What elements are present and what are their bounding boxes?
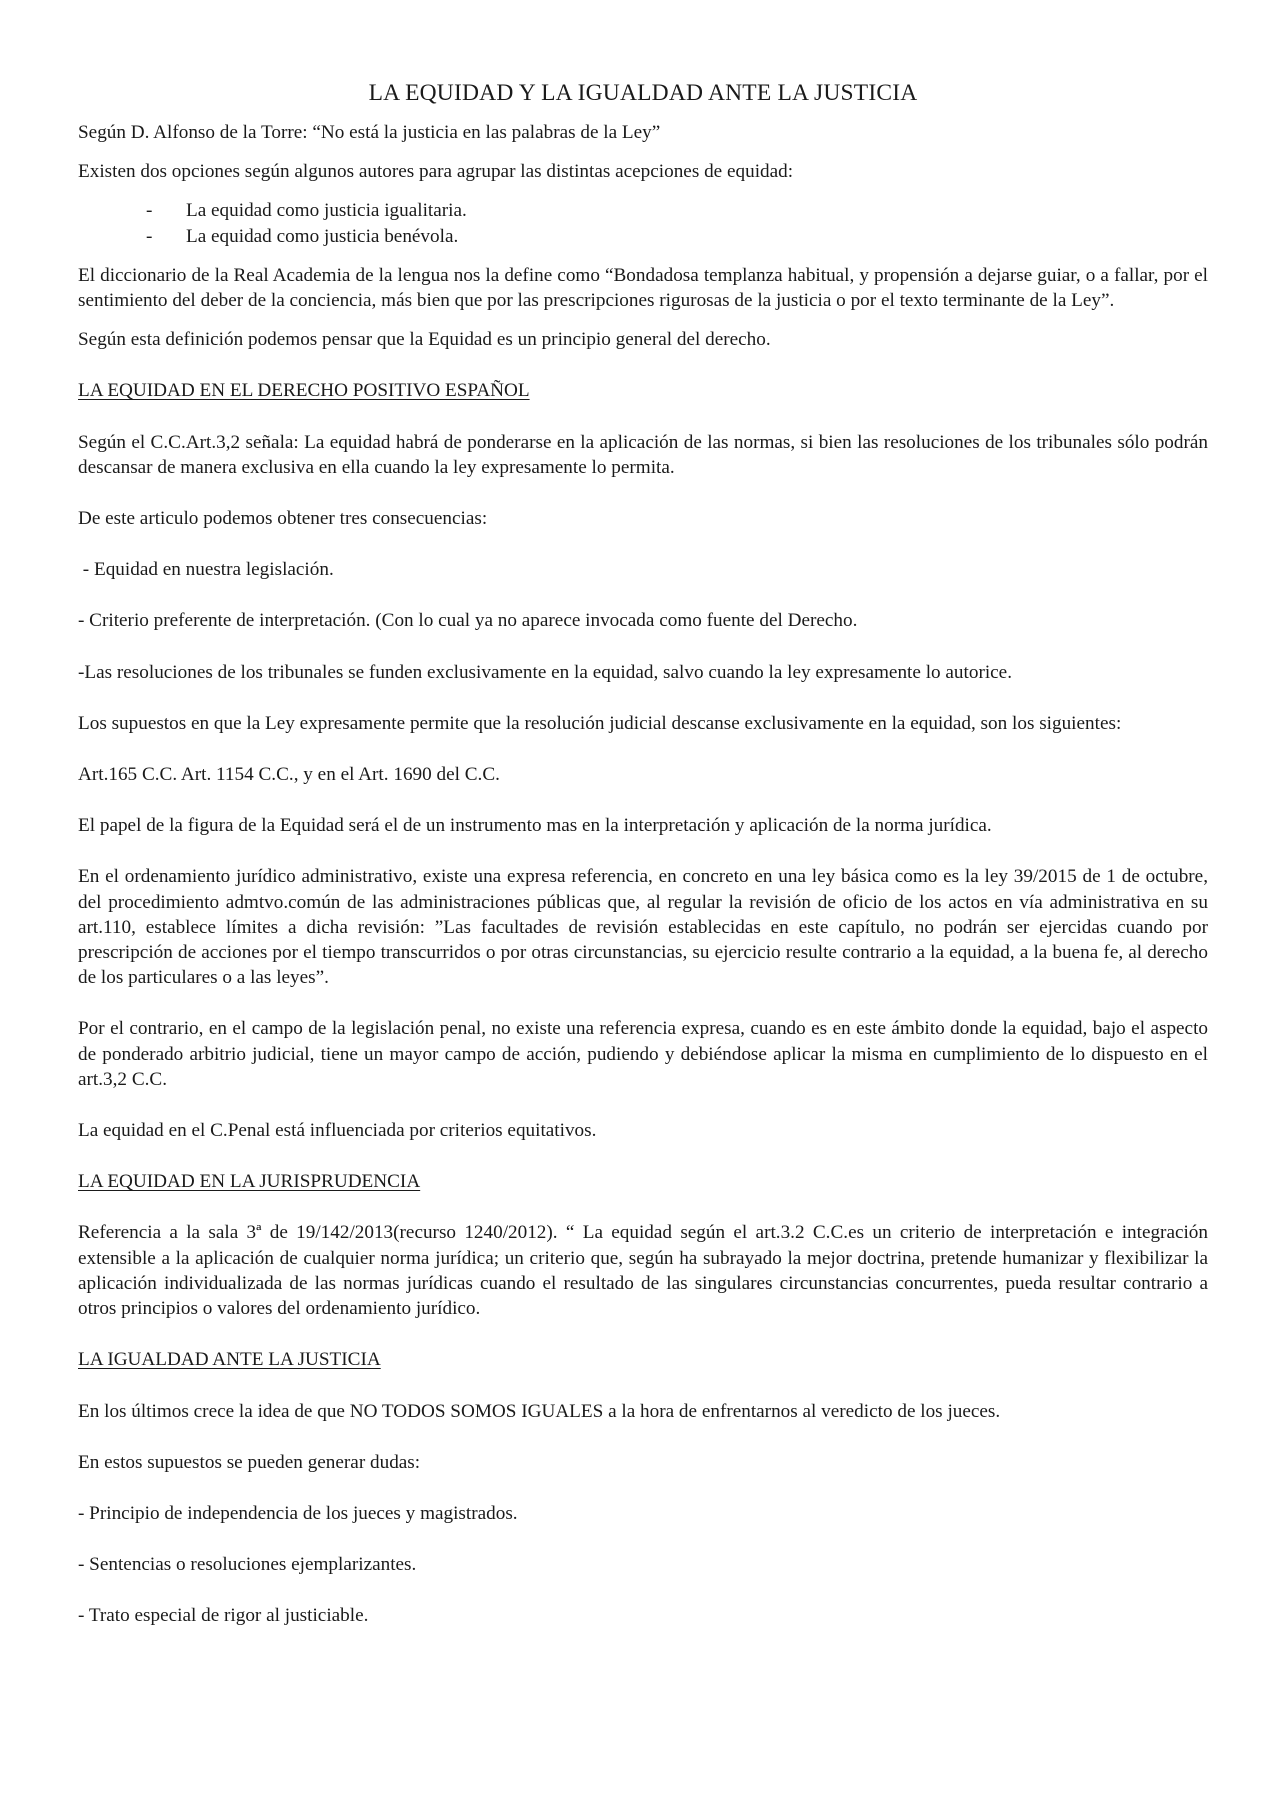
doubt-item: - Sentencias o resoluciones ejemplarizantes. bbox=[78, 1554, 417, 1576]
paragraph-cpenal: La equidad en el C.Penal está influenciada por criterios equitativos. bbox=[78, 1120, 597, 1142]
principle-paragraph: Según esta definición podemos pensar que la Equidad es un principio general del derecho. bbox=[78, 329, 771, 351]
paragraph-art-3-2: Según el C.C.Art.3,2 señala: La equidad habrá de ponderarse en la aplicación de las normas, si bien las resoluciones de los tribunales sólo podrán descansar de manera exclusiva en ella cuando la ley expresamente lo permita. bbox=[78, 431, 1208, 478]
consequence-item: - Equidad en nuestra legislación. bbox=[78, 559, 334, 581]
options-list bbox=[78, 198, 1208, 248]
document-page bbox=[78, 78, 1208, 1629]
paragraph-articles: Art.165 C.C. Art. 1154 C.C., y en el Art. 1690 del C.C. bbox=[78, 764, 500, 786]
paragraph-supuestos: Los supuestos en que la Ley expresamente permite que la resolución judicial descanse exclusivamente en la equidad, son los siguientes: bbox=[78, 712, 1122, 734]
paragraph-penal: Por el contrario, en el campo de la legislación penal, no existe una referencia expresa, cuando es en este ámbito donde la equidad, bajo el aspecto de ponderado arbitrio judicial, tiene un mayor campo de acción, pudiendo y debiéndose aplicar la misma en cumplimiento de lo dispuesto en el art.3,2 C.C. bbox=[78, 1018, 1208, 1090]
dash-bullet: - bbox=[146, 225, 153, 247]
consequences-intro: De este articulo podemos obtener tres consecuencias: bbox=[78, 508, 488, 530]
list-item-text: La equidad como justicia igualitaria. bbox=[186, 200, 467, 222]
rae-definition: El diccionario de la Real Academia de la lengua nos la define como “Bondadosa templanza habitual, y propensión a dejarse guiar, o a fallar, por el sentimiento del deber de la conciencia, más bien que por las prescripciones rigurosas de la justicia o por el texto terminante de la Ley”. bbox=[78, 264, 1208, 312]
paragraph-dudas: En estos supuestos se pueden generar dudas: bbox=[78, 1451, 421, 1473]
options-intro: Existen dos opciones según algunos autores para agrupar las distintas acepciones de equidad: bbox=[78, 161, 794, 183]
doubt-item: - Trato especial de rigor al justiciable. bbox=[78, 1605, 369, 1627]
paragraph-administrativo: En el ordenamiento jurídico administrativo, existe una expresa referencia, en concreto en una ley básica como es la ley 39/2015 de 1 de octubre, del procedimiento admtvo.común de las administraciones públicas que, al regular la revisión de oficio de los actos en vía administrativa en su art.110, establece límites a dicha revisión: ”Las facultades de revisión establecidas en este capítulo, no podrán ser ejercidas cuando por prescripción de acciones por el tiempo transcurridos o por otras circunstancias, su ejercicio resulte contrario a la equidad, a la buena fe, al derecho de los particulares o a las leyes”. bbox=[78, 866, 1208, 989]
consequence-item: - Criterio preferente de interpretación. (Con lo cual ya no aparece invocada como fuente del Derecho. bbox=[78, 610, 858, 632]
paragraph-papel: El papel de la figura de la Equidad será el de un instrumento mas en la interpretación y aplicación de la norma jurídica. bbox=[78, 815, 992, 837]
list-item bbox=[78, 224, 1208, 249]
section-heading-derecho-positivo: LA EQUIDAD EN EL DERECHO POSITIVO ESPAÑOL bbox=[78, 380, 530, 402]
doubt-item: - Principio de independencia de los jueces y magistrados. bbox=[78, 1502, 518, 1524]
dash-bullet: - bbox=[146, 200, 153, 222]
paragraph-no-todos: En los últimos crece la idea de que NO TODOS SOMOS IGUALES a la hora de enfrentarnos al veredicto de los jueces. bbox=[78, 1400, 1001, 1422]
list-item-text: La equidad como justicia benévola. bbox=[186, 225, 459, 247]
page-title: LA EQUIDAD Y LA IGUALDAD ANTE LA JUSTICIA bbox=[368, 80, 918, 106]
intro-quote: Según D. Alfonso de la Torre: “No está la justicia en las palabras de la Ley” bbox=[78, 122, 661, 143]
consequence-item: -Las resoluciones de los tribunales se funden exclusivamente en la equidad, salvo cuando la ley expresamente lo autorice. bbox=[78, 661, 1012, 683]
paragraph-sala-3: Referencia a la sala 3ª de 19/142/2013(recurso 1240/2012). “ La equidad según el art.3.2 C.C.es un criterio de interpretación e integración extensible a la aplicación de cualquier norma jurídica; un criterio que, según ha subrayado la mejor doctrina, pretende humanizar y flexibilizar la aplicación individualizada de las normas jurídicas cuando el resultado de las singulares circunstancias concurrentes, pueda resultar contrario a otros principios o valores del ordenamiento jurídico. bbox=[78, 1222, 1208, 1320]
section-heading-igualdad: LA IGUALDAD ANTE LA JUSTICIA bbox=[78, 1349, 381, 1371]
section-heading-jurisprudencia: LA EQUIDAD EN LA JURISPRUDENCIA bbox=[78, 1171, 421, 1193]
list-item bbox=[78, 198, 1208, 223]
